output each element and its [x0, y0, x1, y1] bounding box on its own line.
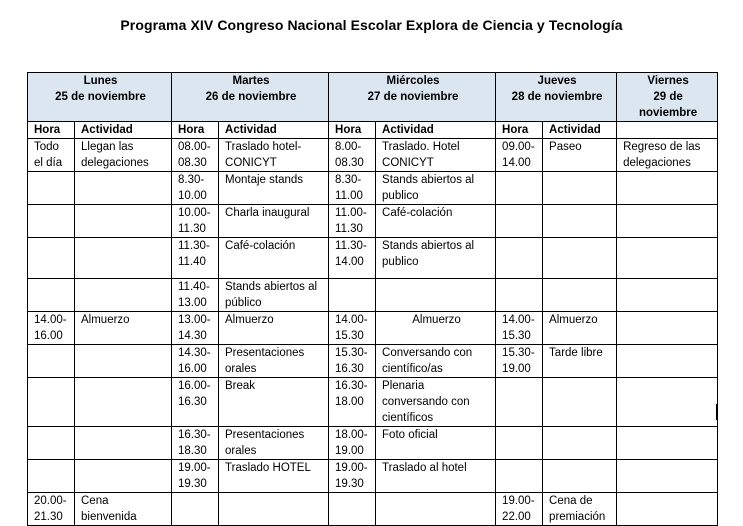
cell-jueves-actividad: Cena de premiación: [543, 493, 617, 526]
cell-miercoles-hora: 11.30-14.00: [329, 238, 376, 279]
table-row: [28, 345, 718, 378]
col-header-viernes-blank: [617, 122, 718, 139]
cell-lunes-hora: Todo el día: [28, 139, 75, 172]
cell-jueves-actividad: Tarde libre: [543, 345, 617, 378]
cell-jueves-actividad: Almuerzo: [543, 312, 617, 345]
cell-jueves-hora: [496, 172, 543, 205]
cell-jueves-actividad: [543, 172, 617, 205]
cell-jueves-hora: [496, 205, 543, 238]
day-header-jueves: [496, 73, 617, 122]
cell-jueves-hora: [496, 279, 543, 312]
cell-martes-hora: 08.00-08.30: [172, 139, 219, 172]
day-date: 28 de noviembre: [511, 91, 603, 103]
table-row: [28, 378, 718, 427]
cell-miercoles-hora: [329, 279, 376, 312]
cell-lunes-hora: [28, 345, 75, 378]
cell-miercoles-hora: 18.00-19.00: [329, 427, 376, 460]
day-name: Lunes: [83, 75, 118, 87]
day-header-row: [28, 73, 718, 122]
day-header-martes: [172, 73, 329, 122]
cell-lunes-actividad: [75, 279, 172, 312]
cell-miercoles-hora: 16.30-18.00: [329, 378, 376, 427]
cell-lunes-actividad: [75, 460, 172, 493]
column-header-row: [28, 122, 718, 139]
cell-jueves-hora: 15.30-19.00: [496, 345, 543, 378]
cell-lunes-hora: [28, 205, 75, 238]
day-date: 26 de noviembre: [205, 91, 297, 103]
cell-martes-hora: 11.30-11.40: [172, 238, 219, 279]
cell-martes-hora: 16.30-18.30: [172, 427, 219, 460]
cell-martes-hora: 13.00-14.30: [172, 312, 219, 345]
cell-lunes-hora: 14.00-16.00: [28, 312, 75, 345]
table-row: [28, 172, 718, 205]
page-title: Programa XIV Congreso Nacional Escolar Explora de Ciencia y Tecnología: [120, 17, 623, 33]
cell-lunes-hora: [28, 279, 75, 312]
cell-miercoles-actividad: Traslado al hotel: [376, 460, 496, 493]
cell-viernes-actividad: [617, 345, 718, 378]
day-date: 27 de noviembre: [367, 91, 459, 103]
cell-martes-hora: [172, 493, 219, 526]
cell-lunes-hora: [28, 427, 75, 460]
day-name: Martes: [232, 75, 270, 87]
cell-martes-actividad: Charla inaugural: [219, 205, 329, 238]
cell-jueves-actividad: [543, 205, 617, 238]
day-name: Miércoles: [386, 75, 440, 87]
cell-jueves-actividad: [543, 427, 617, 460]
cell-miercoles-actividad: Traslado. Hotel CONICYT: [376, 139, 496, 172]
text-cursor: [716, 404, 717, 420]
cell-lunes-actividad: [75, 427, 172, 460]
cell-martes-hora: 14.30-16.00: [172, 345, 219, 378]
col-header-actividad: Actividad: [376, 122, 496, 139]
cell-miercoles-actividad: Stands abiertos al publico: [376, 172, 496, 205]
col-header-hora: Hora: [496, 122, 543, 139]
cell-lunes-actividad: Cena bienvenida: [75, 493, 172, 526]
cell-martes-actividad: [219, 493, 329, 526]
cell-miercoles-hora: 14.00-15.30: [329, 312, 376, 345]
cell-jueves-hora: 09.00-14.00: [496, 139, 543, 172]
day-name: Viernes: [647, 75, 689, 87]
day-name: Jueves: [537, 75, 577, 87]
cell-lunes-actividad: [75, 378, 172, 427]
col-header-hora: Hora: [172, 122, 219, 139]
cell-martes-actividad: Stands abiertos al público: [219, 279, 329, 312]
cell-viernes-actividad: [617, 172, 718, 205]
cell-lunes-hora: [28, 238, 75, 279]
cell-viernes-actividad: Regreso de las delegaciones: [617, 139, 718, 172]
table-row: [28, 139, 718, 172]
cell-jueves-actividad: [543, 460, 617, 493]
cell-jueves-hora: 14.00-15.30: [496, 312, 543, 345]
cell-lunes-hora: 20.00-21.30: [28, 493, 75, 526]
cell-viernes-actividad: [617, 460, 718, 493]
cell-martes-hora: 16.00-16.30: [172, 378, 219, 427]
cell-martes-hora: 19.00-19.30: [172, 460, 219, 493]
cell-jueves-hora: [496, 427, 543, 460]
cell-martes-actividad: Café-colación: [219, 238, 329, 279]
day-date: 25 de noviembre: [55, 91, 146, 103]
cell-miercoles-actividad: Foto oficial: [376, 427, 496, 460]
col-header-actividad: Actividad: [543, 122, 617, 139]
cell-martes-hora: 11.40-13.00: [172, 279, 219, 312]
day-header-lunes: [28, 73, 172, 122]
cell-lunes-actividad: [75, 345, 172, 378]
cell-miercoles-actividad: Plenaria conversando con científicos: [376, 378, 496, 427]
table-row: [28, 460, 718, 493]
cell-miercoles-hora: 19.00-19.30: [329, 460, 376, 493]
cell-miercoles-actividad: Stands abiertos al publico: [376, 238, 496, 279]
col-header-hora: Hora: [28, 122, 75, 139]
cell-jueves-hora: [496, 460, 543, 493]
cell-lunes-actividad: [75, 205, 172, 238]
schedule-body: [28, 139, 718, 526]
cell-martes-actividad: Traslado HOTEL: [219, 460, 329, 493]
table-row: [28, 312, 718, 345]
cell-lunes-hora: [28, 460, 75, 493]
cell-viernes-actividad: [617, 493, 718, 526]
cell-miercoles-actividad: [376, 279, 496, 312]
cell-viernes-actividad: [617, 312, 718, 345]
cell-martes-hora: 10.00-11.30: [172, 205, 219, 238]
day-header-viernes: [617, 73, 718, 122]
cell-miercoles-hora: 15.30-16.30: [329, 345, 376, 378]
table-row: [28, 205, 718, 238]
col-header-actividad: Actividad: [75, 122, 172, 139]
cell-martes-actividad: Break: [219, 378, 329, 427]
cell-lunes-actividad: [75, 238, 172, 279]
cell-viernes-actividad: [617, 279, 718, 312]
cell-miercoles-actividad: Café-colación: [376, 205, 496, 238]
cell-viernes-actividad: [617, 205, 718, 238]
cell-viernes-actividad: [617, 427, 718, 460]
cell-lunes-actividad: [75, 172, 172, 205]
table-row: [28, 238, 718, 279]
cell-miercoles-actividad: Conversando con científico/as: [376, 345, 496, 378]
col-header-hora: Hora: [329, 122, 376, 139]
cell-martes-hora: 8.30-10.00: [172, 172, 219, 205]
table-row: [28, 427, 718, 460]
cell-lunes-hora: [28, 172, 75, 205]
day-date: 29 de noviembre: [638, 91, 698, 119]
cell-miercoles-hora: 8.00-08.30: [329, 139, 376, 172]
cell-martes-actividad: Presentaciones orales: [219, 345, 329, 378]
cell-lunes-actividad: Llegan las delegaciones: [75, 139, 172, 172]
cell-jueves-actividad: Paseo: [543, 139, 617, 172]
day-header-miercoles: [329, 73, 496, 122]
col-header-actividad: Actividad: [219, 122, 329, 139]
cell-lunes-actividad: Almuerzo: [75, 312, 172, 345]
cell-jueves-hora: [496, 378, 543, 427]
cell-viernes-actividad: [617, 378, 718, 427]
cell-jueves-actividad: [543, 279, 617, 312]
schedule-table: [27, 72, 718, 526]
cell-martes-actividad: Traslado hotel-CONICYT: [219, 139, 329, 172]
table-row: [28, 493, 718, 526]
cell-jueves-actividad: [543, 238, 617, 279]
cell-viernes-actividad: [617, 238, 718, 279]
cell-miercoles-actividad: [376, 493, 496, 526]
cell-jueves-hora: [496, 238, 543, 279]
cell-jueves-hora: 19.00-22.00: [496, 493, 543, 526]
cell-miercoles-hora: 11.00-11.30: [329, 205, 376, 238]
cell-martes-actividad: Almuerzo: [219, 312, 329, 345]
cell-martes-actividad: Presentaciones orales: [219, 427, 329, 460]
cell-lunes-hora: [28, 378, 75, 427]
table-row: [28, 279, 718, 312]
cell-miercoles-hora: 8.30-11.00: [329, 172, 376, 205]
cell-martes-actividad: Montaje stands: [219, 172, 329, 205]
cell-miercoles-actividad: Almuerzo: [376, 312, 496, 345]
cell-jueves-actividad: [543, 378, 617, 427]
cell-miercoles-hora: [329, 493, 376, 526]
